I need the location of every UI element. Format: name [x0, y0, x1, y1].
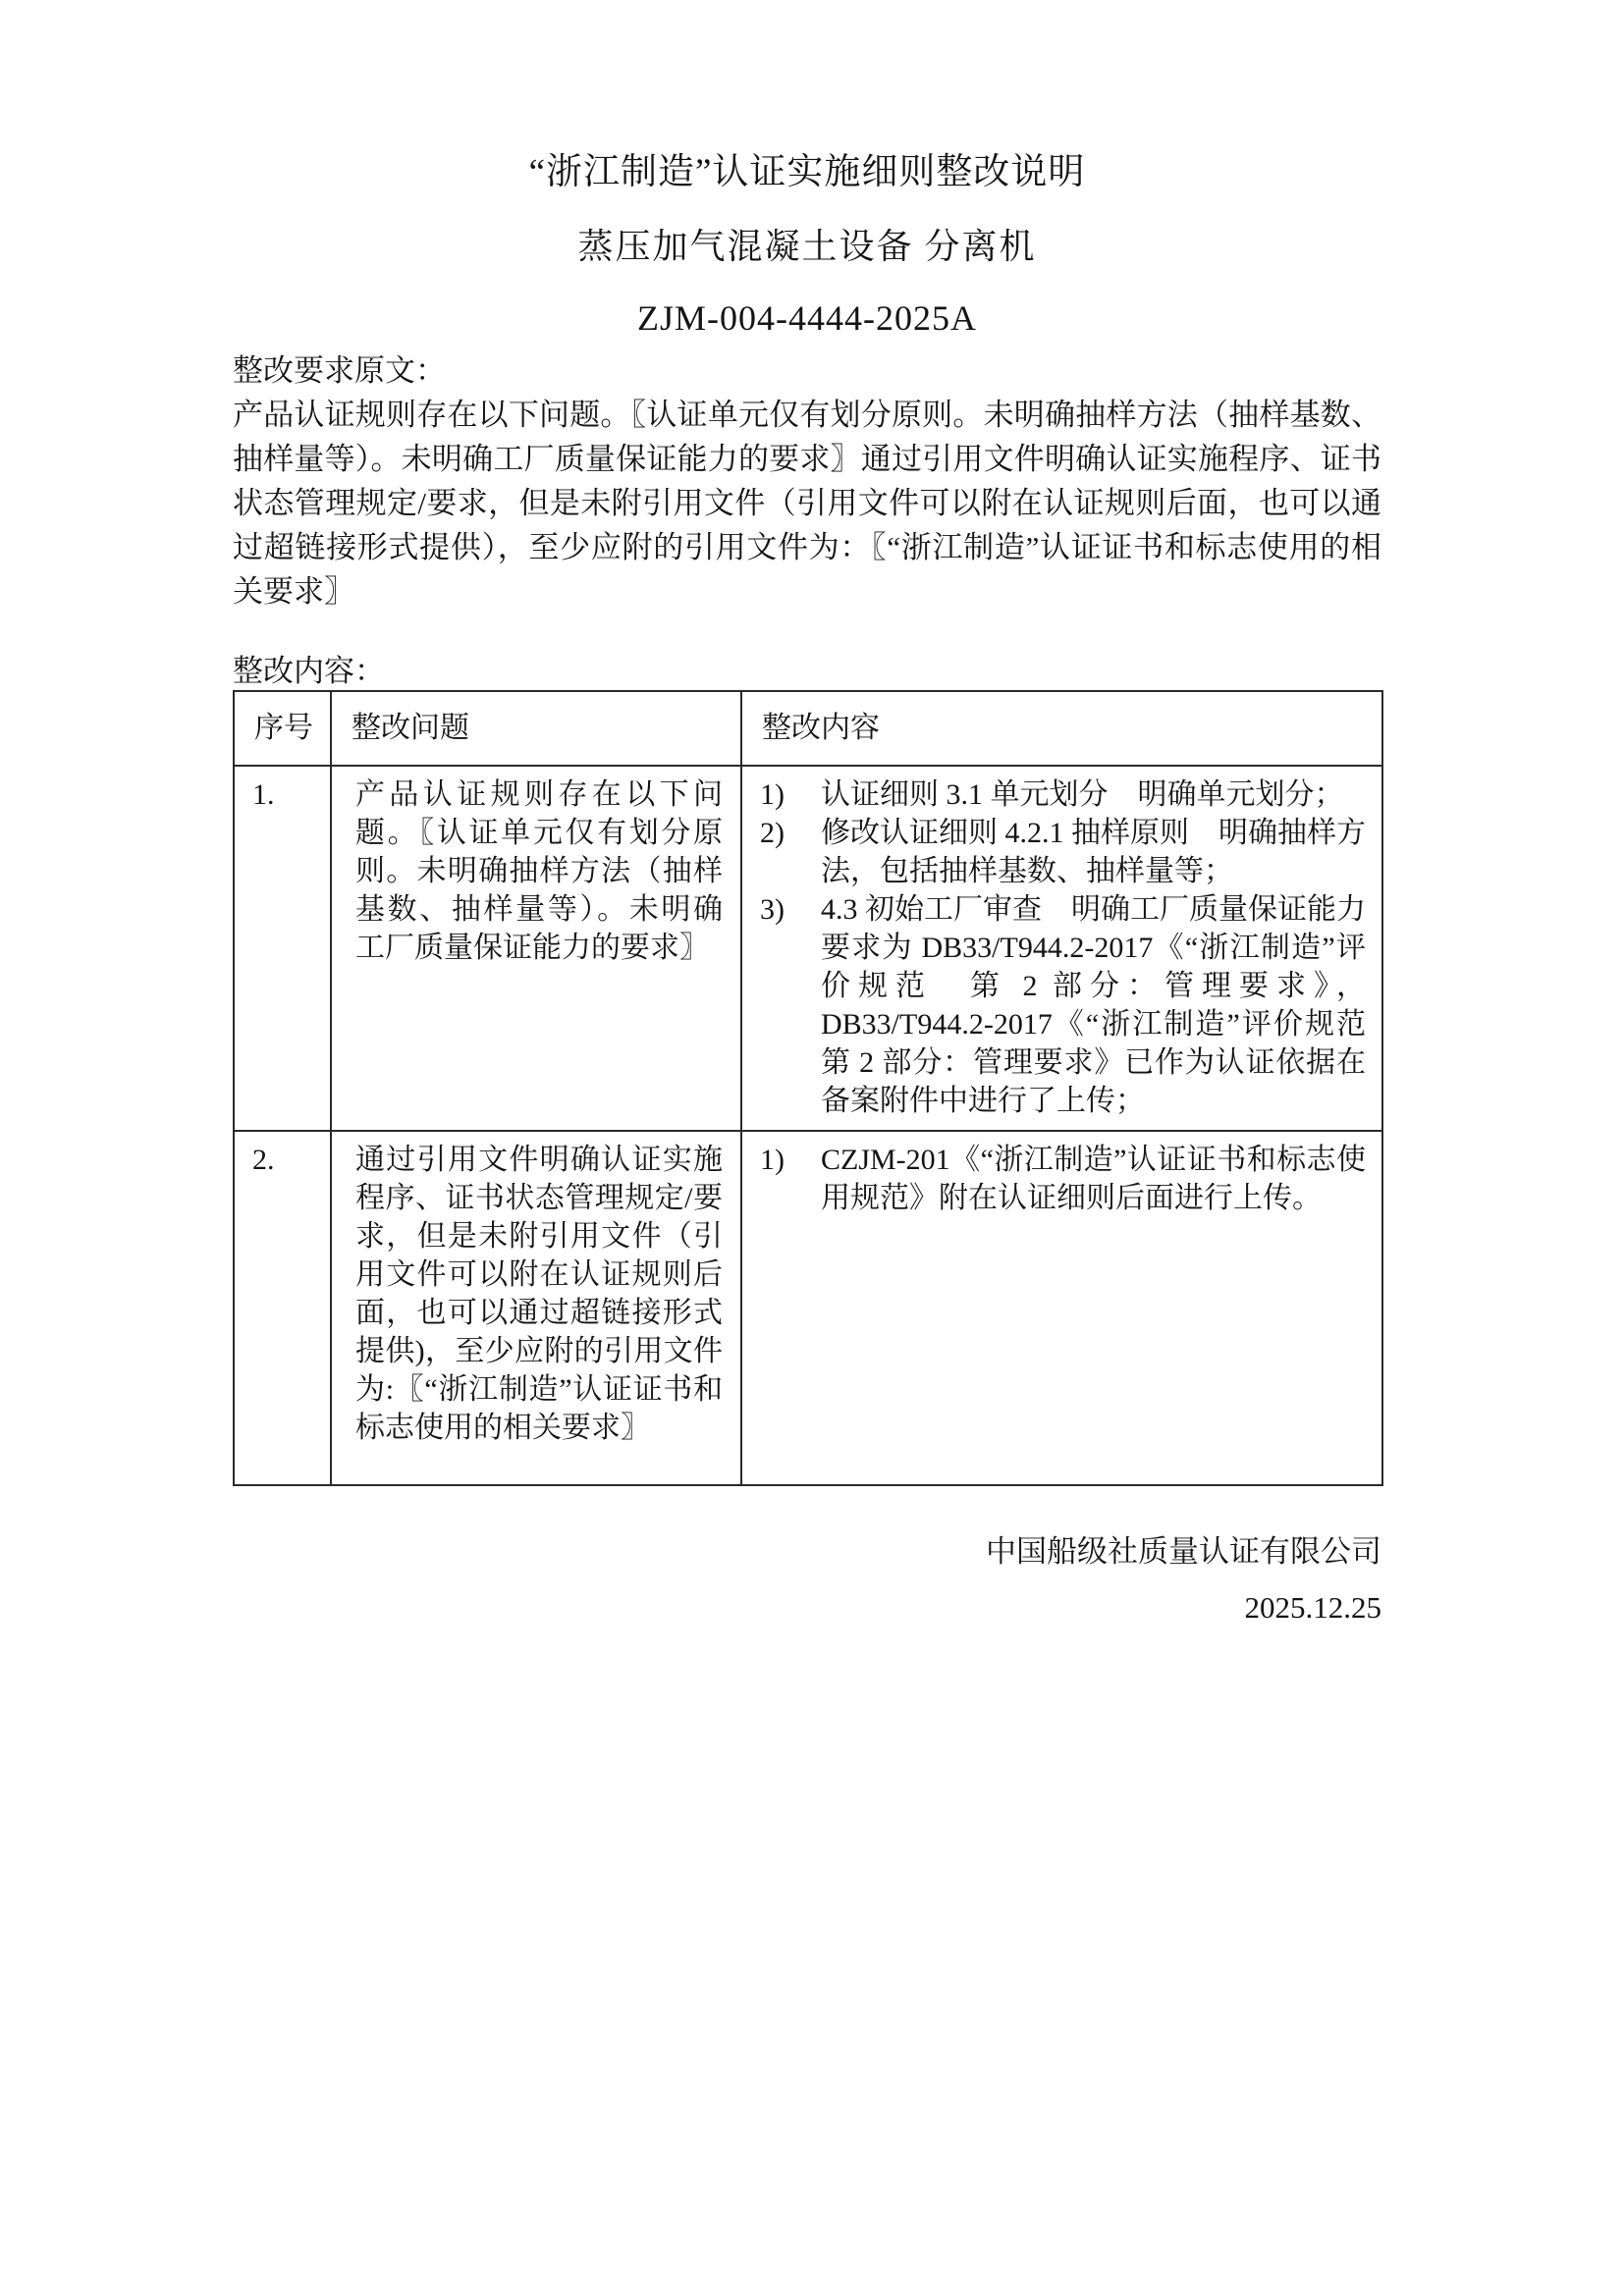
original-requirement-text: 产品认证规则存在以下问题。〖认证单元仅有划分原则。未明确抽样方法（抽样基数、抽样量等）。未明确工厂质量保证能力的要求〗通过引用文件明确认证实施程序、证书状态管理规定/要求，但是未附引用文件（引用文件可以附在认证规则后面，也可以通过超链接形式提供），至少应附的引用文件为：〖“浙江制造”认证证书和标志使用的相关要求〗: [233, 398, 1381, 609]
signature-block: [233, 1529, 1381, 1629]
list-item-text: 4.3 初始工厂审查 明确工厂质量保证能力要求为 DB33/T944.2-2017《“浙江制造”评价规范 第 2 部分：管理要求》，DB33/T944.2-2017《“浙江制造”评价规范 第 2 部分：管理要求》已作为认证依据在备案附件中进行了上传；: [821, 893, 1366, 1117]
list-item: [760, 775, 1366, 814]
list-item: [760, 1141, 1366, 1217]
col-header-no: 序号: [234, 691, 331, 766]
row-problem: 通过引用文件明确认证实施程序、证书状态管理规定/要求，但是未附引用文件（引用文件可以附在认证规则后面，也可以通过超链接形式提供)，至少应附的引用文件为:〖“浙江制造”认证证书和标志使用的相关要求〗: [331, 1131, 741, 1485]
row-number: 1.: [234, 766, 331, 1131]
col-header-content: 整改内容: [741, 691, 1382, 766]
original-requirement-heading: 整改要求原文：: [233, 353, 446, 388]
list-item-marker: 1): [760, 778, 785, 811]
list-item: [760, 814, 1366, 890]
row-content: [741, 766, 1382, 1131]
table-row: [234, 766, 1382, 1131]
row-content: [741, 1131, 1382, 1485]
list-item-marker: 3): [760, 893, 785, 926]
list-item-marker: 1): [760, 1144, 785, 1176]
table-row: [234, 1131, 1382, 1485]
doc-subtitle: 蒸压加气混凝土设备 分离机: [577, 227, 1037, 266]
signature-date: 2025.12.25: [1244, 1590, 1381, 1625]
doc-number: ZJM-004-4444-2025A: [637, 298, 977, 338]
list-item-text: 认证细则 3.1 单元划分 明确单元划分；: [821, 778, 1344, 811]
list-item-text: 修改认证细则 4.2.1 抽样原则 明确抽样方法，包括抽样基数、抽样量等；: [821, 817, 1366, 887]
row-number: 2.: [234, 1131, 331, 1485]
row-problem: 产品认证规则存在以下问题。〖认证单元仅有划分原则。未明确抽样方法（抽样基数、抽样量等）。未明确工厂质量保证能力的要求〗: [331, 766, 741, 1131]
doc-title: “浙江制造”认证实施细则整改说明: [528, 152, 1086, 192]
list-item: [760, 890, 1366, 1120]
col-header-problem: 整改问题: [331, 691, 741, 766]
company-name: 中国船级社质量认证有限公司: [986, 1534, 1381, 1569]
table-header-row: [234, 691, 1382, 766]
list-item-text: CZJM-201《“浙江制造”认证证书和标志使用规范》附在认证细则后面进行上传。: [821, 1144, 1366, 1214]
list-item-marker: 2): [760, 817, 785, 849]
rectification-heading: 整改内容：: [233, 654, 385, 688]
document-page: [233, 0, 1381, 1629]
rectification-table: [233, 690, 1383, 1486]
